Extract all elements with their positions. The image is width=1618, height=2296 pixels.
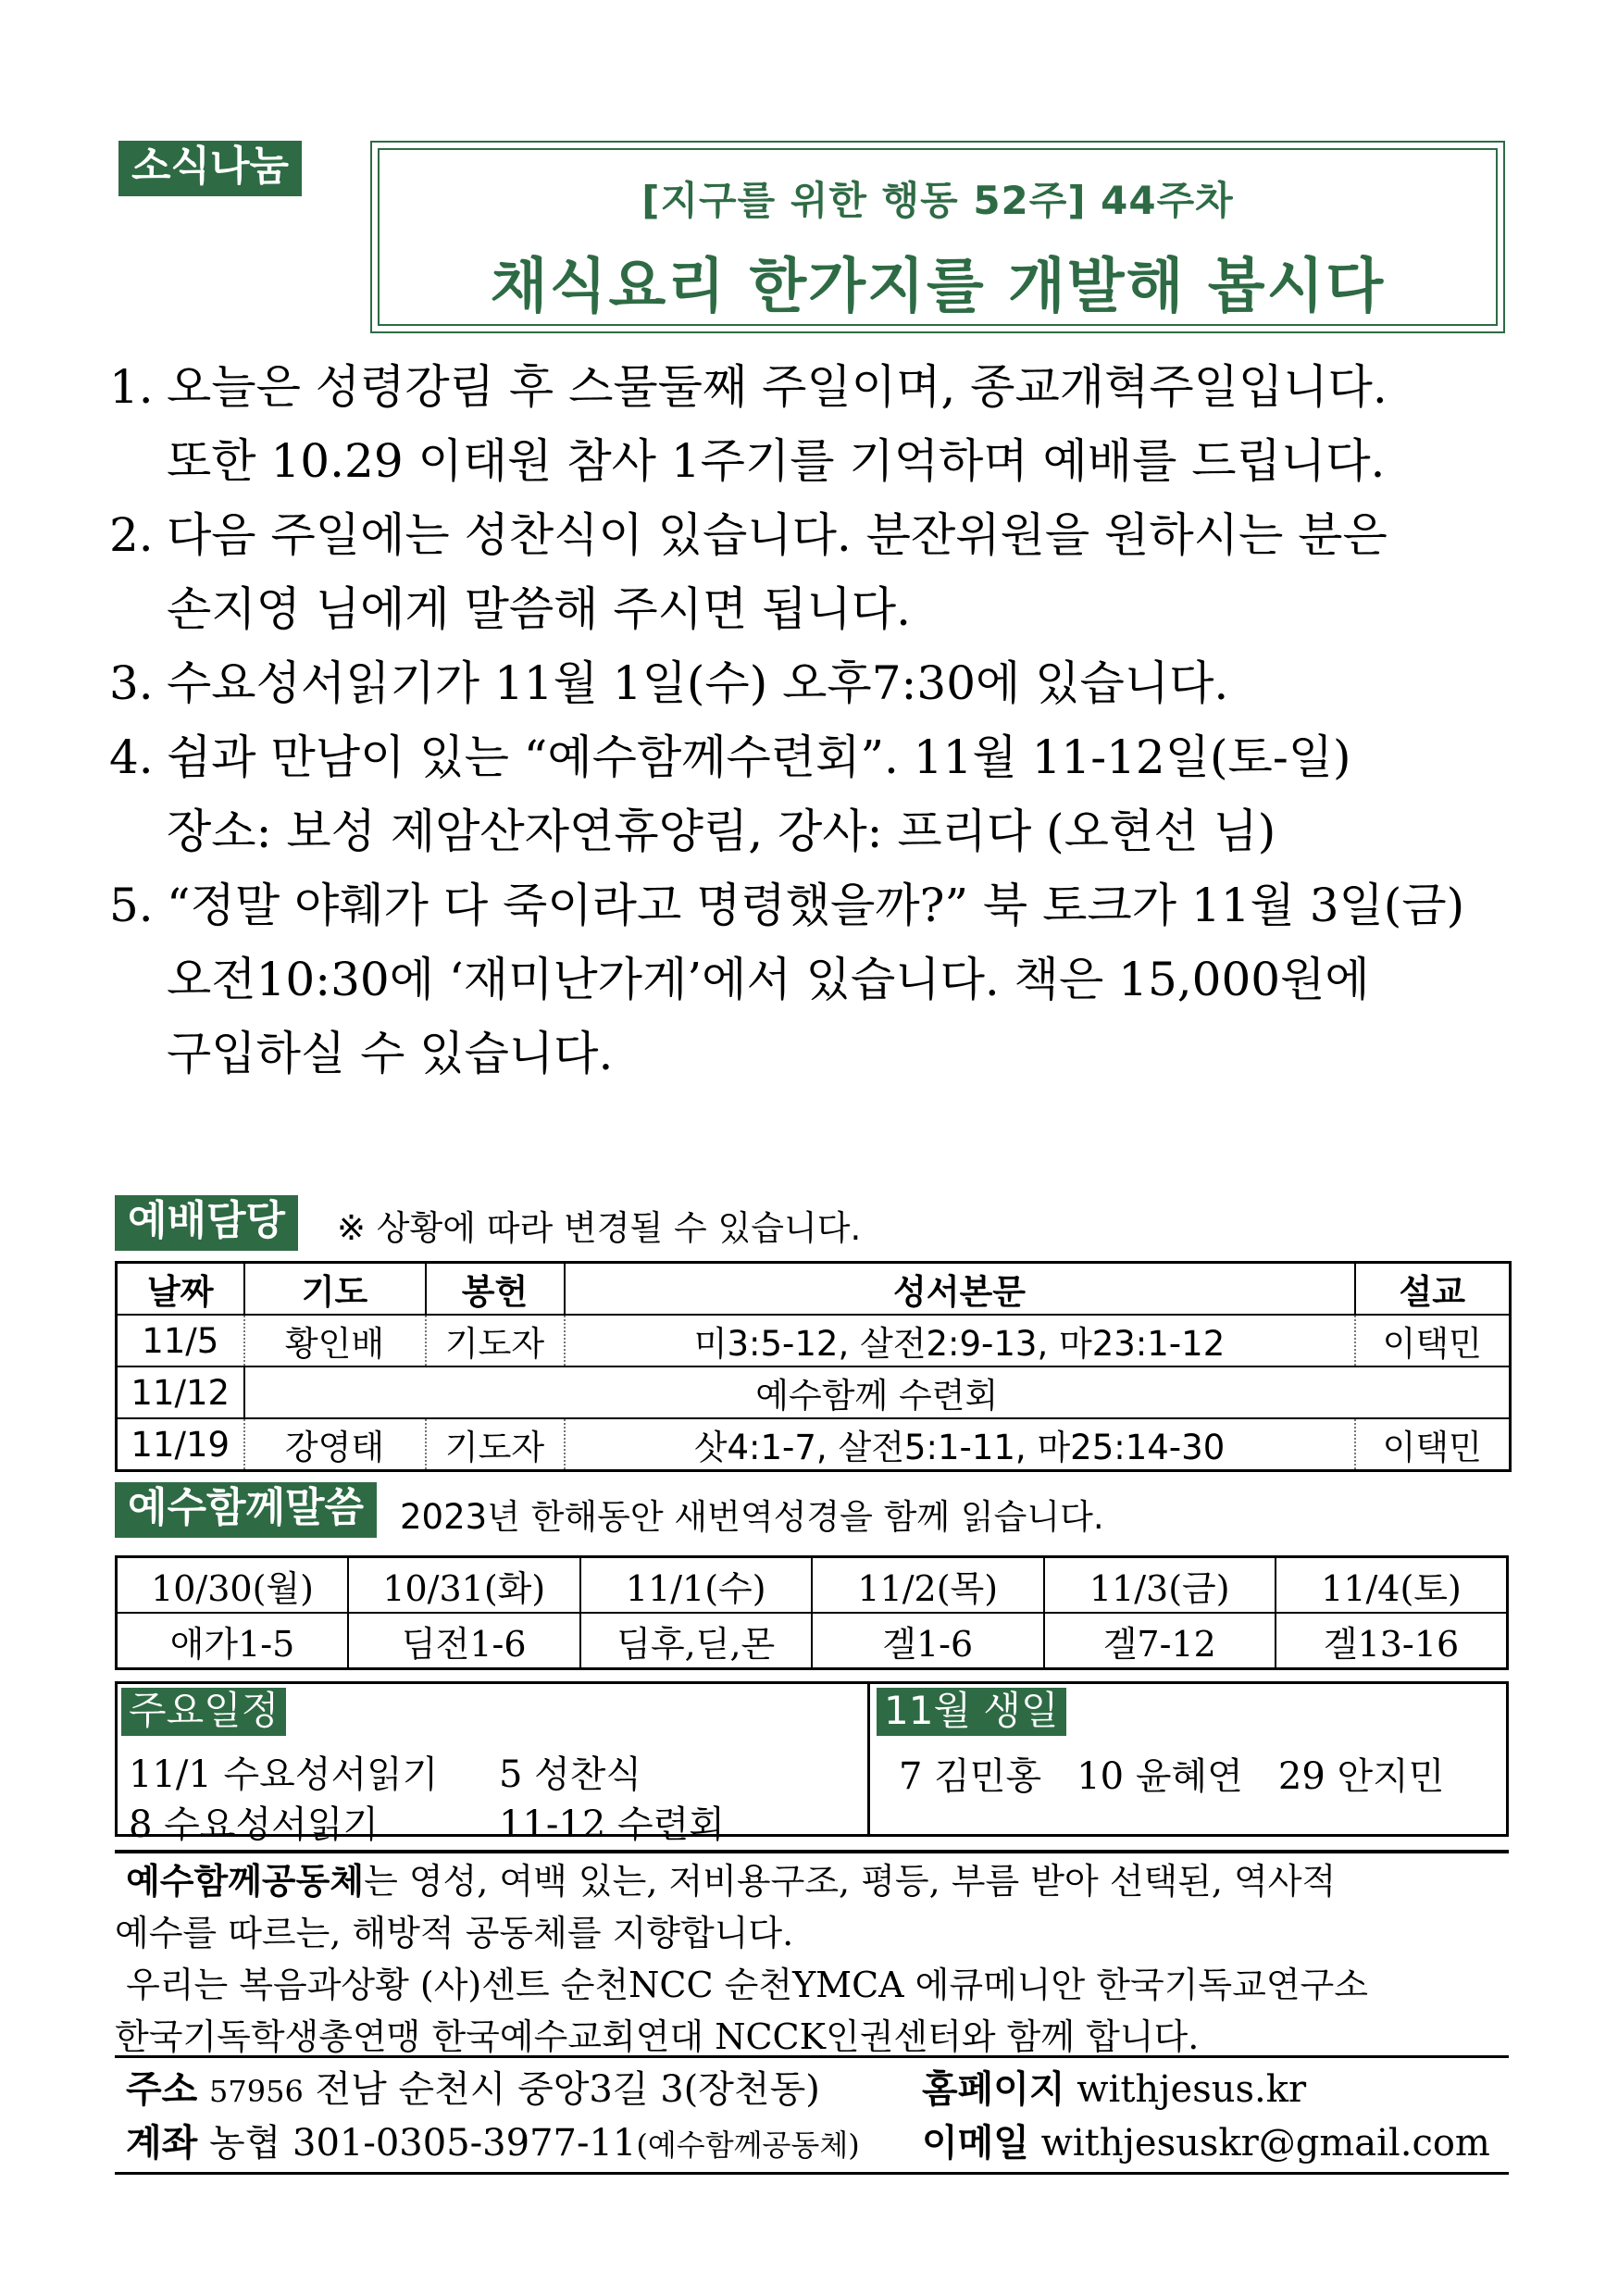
section-tag-bible: 예수함께말씀 [115,1482,377,1538]
email-link[interactable]: withjesuskr@gmail.com [1040,2122,1490,2165]
homepage-link[interactable]: withjesus.kr [1077,2068,1307,2111]
cell-text: 삿4:1-7, 살전5:1-11, 마25:14-30 [565,1418,1355,1471]
notice-line: 오전10:30에 ‘재미난가게’에서 있습니다. 책은 15,000원에 [167,953,1370,1006]
divider [115,2055,1509,2058]
address-label: 주소 [126,2068,198,2111]
cell-reading: 애가1-5 [169,1623,295,1665]
table-row [117,1366,1511,1418]
bible-reading-table [115,1555,1509,1670]
notice-number: 2. [109,508,154,562]
community-line: 우리는 복음과상황 (사)센트 순천NCC 순천YMCA 에큐메니안 한국기독교연구소 [115,1965,1368,2005]
cell-date: 11/3(금) [1044,1557,1276,1614]
cell-date: 10/31(화) [348,1557,580,1614]
cell-sermon: 이택민 [1355,1315,1511,1366]
community-line: 한국기독학생총연맹 한국예수교회연대 NCCK인권센터와 함께 합니다. [115,2016,1200,2057]
community-line [115,1855,1509,1907]
cell-reading: 딤후,딛,몬 [580,1613,813,1669]
zip-code: 57956 [209,2074,304,2109]
section-tag-birthday: 11월 생일 [877,1688,1066,1736]
header-offering: 봉헌 [426,1263,565,1316]
worship-note: ※ 상황에 따라 변경될 수 있습니다. [337,1208,862,1248]
birthday-list: 7 김민홍 10 윤혜연 29 안지민 [899,1755,1445,1798]
cell-date: 11/1(수) [580,1557,813,1614]
title-main: 채식요리 한가지를 개발해 봅시다 [490,253,1386,321]
header-prayer: 기도 [244,1263,426,1316]
title-subtitle: [지구를 위한 행동 52주] 44주차 [641,178,1234,223]
table-header-row [117,1263,1511,1316]
notice-line: 다음 주일에는 성찬식이 있습니다. 분잔위원을 원하시는 분은 [167,508,1388,562]
notice-item [109,498,1535,646]
contact-row [126,2116,1505,2170]
cell-sermon: 이택민 [1355,1418,1511,1471]
email-label: 이메일 [922,2122,1029,2165]
contact-row [126,2063,1505,2116]
cell-offering: 기도자 [426,1315,565,1366]
community-statement [115,1850,1509,2063]
community-name: 예수함께공동체 [126,1861,365,1902]
title-box [370,141,1505,333]
cell-prayer: 강영태 [244,1418,426,1471]
account-holder: (예수함께공동체) [636,2128,860,2163]
cell-date: 10/30(월) [117,1557,349,1614]
address: 전남 순천시 중앙3길 3(장천동) [315,2068,820,2111]
notice-line: 수요성서읽기가 11월 1일(수) 오후7:30에 있습니다. [167,656,1229,710]
section-tag-worship: 예배담당 [115,1195,298,1251]
notice-list [109,350,1535,1091]
notice-item [109,868,1535,1091]
homepage-block [922,2063,1306,2116]
notice-line: 쉼과 만남이 있는 “예수함께수련회”. 11월 11-12일(토-일) [167,730,1351,784]
cell-reading: 겔7-12 [1044,1613,1276,1669]
schedule-item: 5 성찬식 [499,1753,642,1796]
cell-reading: 겔1-6 [812,1613,1044,1669]
email-block [922,2116,1490,2170]
notice-line: 또한 10.29 이태원 참사 1주기를 기억하며 예배를 드립니다. [167,434,1386,488]
notice-number: 3. [109,656,154,710]
table-row [117,1557,1508,1614]
notice-line: 구입하실 수 있습니다. [167,1027,614,1080]
schedule-item: 11-12 수련회 [499,1803,725,1846]
community-line: 예수를 따르는, 해방적 공동체를 지향합니다. [115,1913,794,1953]
divider [115,2172,1509,2175]
notice-number: 4. [109,730,154,784]
schedule-item: 11/1 수요성서읽기 [129,1753,439,1796]
cell-date: 11/19 [131,1424,230,1465]
account-label: 계좌 [126,2122,198,2165]
worship-table [115,1261,1512,1472]
notice-line: “정말 야훼가 다 죽이라고 명령했을까?” 북 토크가 11월 3일(금) [167,879,1465,932]
header-sermon: 설교 [1355,1263,1511,1316]
notice-line: 손지영 님에게 말씀해 주시면 됩니다. [167,582,911,636]
table-row [117,1613,1508,1669]
community-line-rest: 는 영성, 여백 있는, 저비용구조, 평등, 부름 받아 선택된, 역사적 [364,1861,1337,1902]
schedule-item: 8 수요성서읽기 [129,1803,380,1846]
header-date: 날짜 [117,1263,244,1316]
table-row [117,1418,1511,1471]
notice-line: 오늘은 성령강림 후 스물둘째 주일이며, 종교개혁주일입니다. [167,360,1388,414]
cell-date: 11/12 [117,1366,244,1418]
cell-date: 11/5 [117,1315,244,1366]
cell-text: 미3:5-12, 살전2:9-13, 마23:1-12 [565,1315,1355,1366]
schedule-birthday-box [115,1681,1509,1846]
notice-item [109,646,1535,720]
cell-date: 11/4(토) [1276,1557,1508,1614]
table-row [117,1315,1511,1366]
cell-offering: 기도자 [426,1418,565,1471]
notice-item [109,720,1535,868]
notice-item [109,350,1535,498]
homepage-label: 홈페이지 [922,2068,1065,2111]
notice-line: 장소: 보성 제암산자연휴양림, 강사: 프리다 (오현선 님) [167,805,1276,858]
section-tag-schedule: 주요일정 [121,1688,286,1736]
notice-number: 5. [109,879,154,932]
notice-number: 1. [109,360,154,414]
cell-reading: 딤전1-6 [348,1613,580,1669]
cell-prayer: 황인배 [244,1315,426,1366]
cell-reading: 겔13-16 [1276,1613,1508,1669]
header-text: 성서본문 [565,1263,1355,1316]
contact-info [126,2063,1505,2170]
cell-merged: 예수함께 수련회 [244,1366,1511,1418]
box-divider [867,1684,870,1834]
cell-date: 11/2(목) [812,1557,1044,1614]
bible-note: 2023년 한해동안 새번역성경을 함께 읽습니다. [400,1497,1104,1537]
account-number: 농협 301-0305-3977-11 [209,2122,637,2165]
section-tag-news: 소식나눔 [118,141,302,196]
